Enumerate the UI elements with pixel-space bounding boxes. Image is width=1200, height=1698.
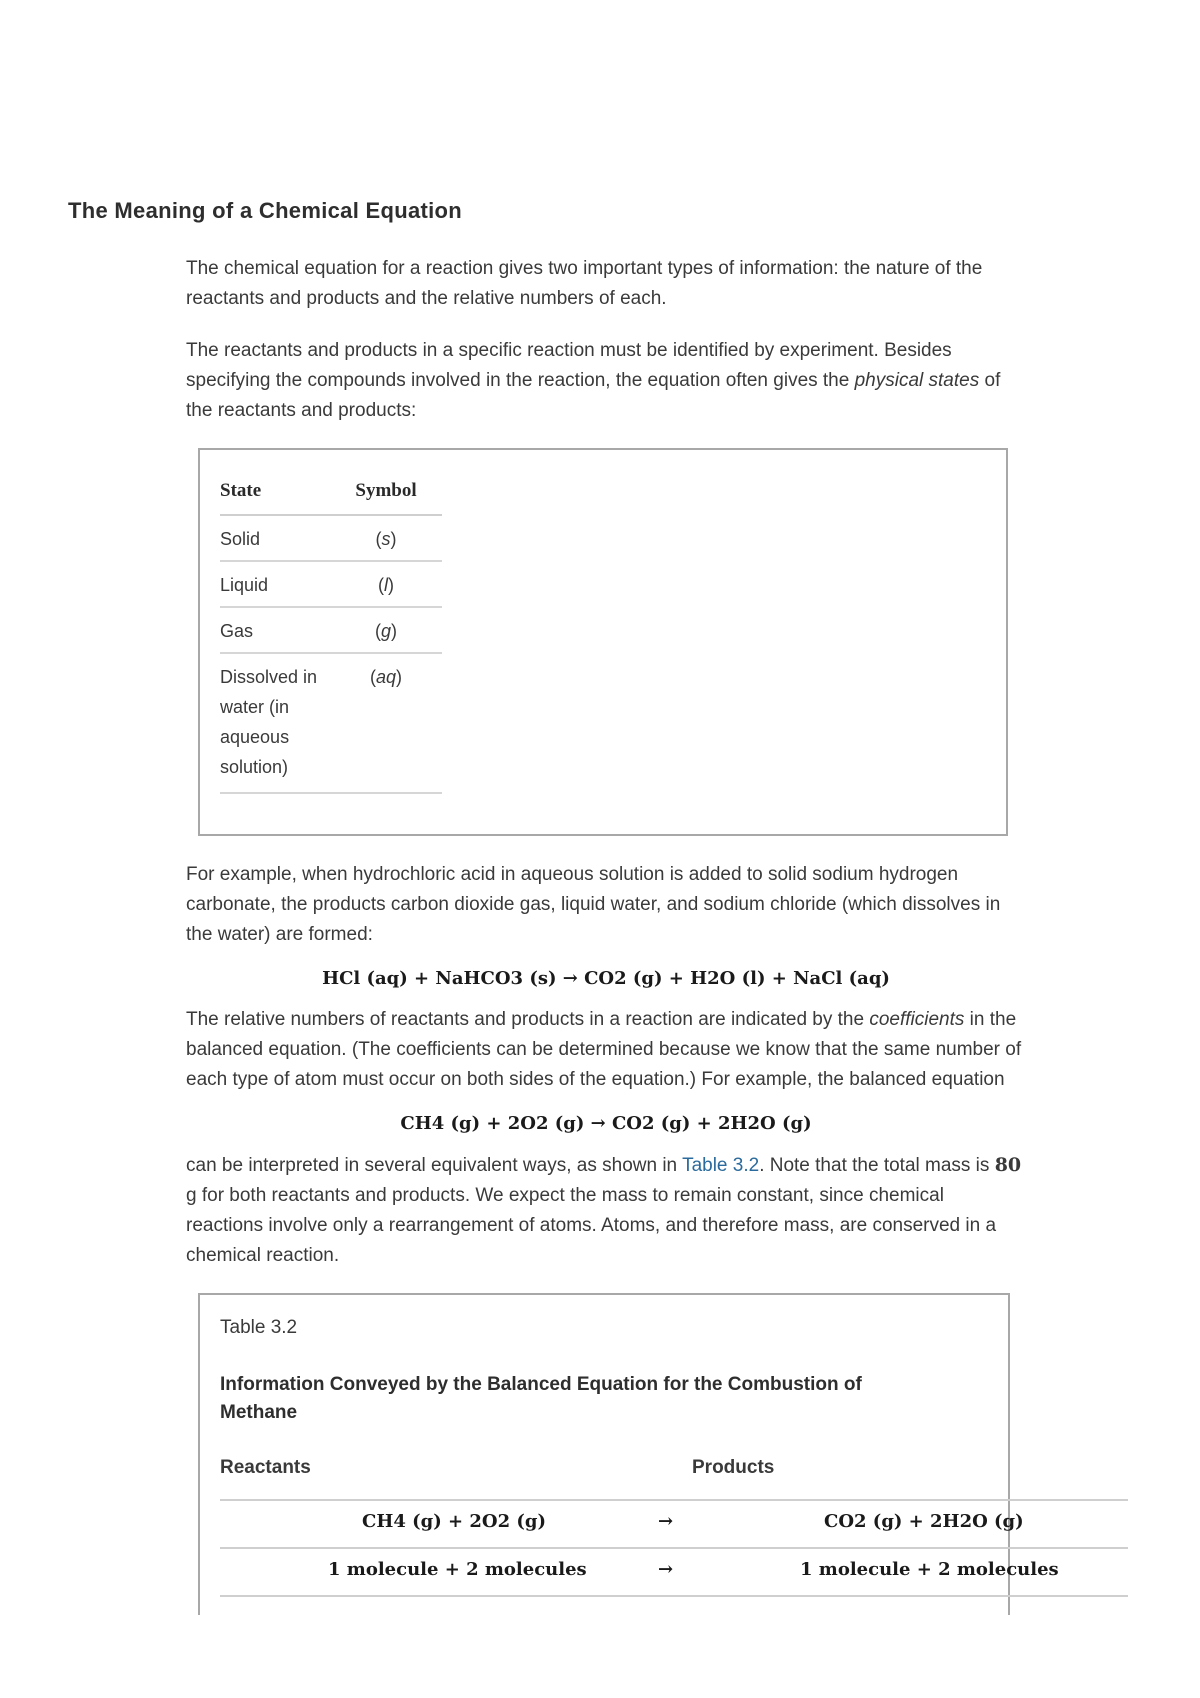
state-symbol-box (198, 448, 1008, 836)
states-text-b: of the reactants and products: (186, 370, 1001, 421)
symbol-cell: (g) (330, 607, 442, 653)
symbol-cell: (s) (330, 515, 442, 561)
products-cell: CO2 (g) + 2H2O (g) (824, 1511, 1024, 1532)
table-row (220, 561, 442, 607)
physical-states-emphasis: physical states (854, 370, 980, 391)
symbol-cell: (l) (330, 561, 442, 607)
table-title: Information Conveyed by the Balanced Equation for the Combustion of Methane (220, 1374, 862, 1423)
coeff-text-a: The relative numbers of reactants and products in a reaction are indicated by the (186, 1009, 870, 1030)
symbol-header: Symbol (330, 470, 442, 515)
mass-text-a: can be interpreted in several equivalent ways, as shown in (186, 1155, 683, 1176)
state-cell: Dissolved in water (in aqueous solution) (220, 653, 330, 793)
reactants-header: Reactants (220, 1457, 311, 1478)
mass-value: 80 (994, 1154, 1022, 1176)
equation-text: CH4 (g) + 2O2 (g) → CO2 (g) + 2H2O (g) (400, 1113, 812, 1134)
coeff-text-b: in the balanced equation. (The coefficients can be determined because we know that the same number of each type of atom must occur on both sides of the equation.) For example, the balanced equation (186, 1009, 1022, 1090)
table-row (220, 653, 442, 793)
table-row (220, 515, 442, 561)
intro-paragraph: The chemical equation for a reaction gives two important types of information: the nature of the reactants and products and the relative numbers of each. (186, 258, 983, 309)
state-cell: Gas (220, 607, 330, 653)
coefficients-emphasis: coefficients (869, 1009, 965, 1030)
mass-text-b: . Note that the total mass is (759, 1155, 995, 1176)
coefficients-paragraph (186, 1005, 1026, 1095)
reactants-cell: CH4 (g) + 2O2 (g) (362, 1511, 546, 1532)
arrow-cell: → (658, 1559, 674, 1580)
table-caption: Table 3.2 (220, 1317, 298, 1338)
table-3-2-box (198, 1293, 1059, 1615)
state-cell: Solid (220, 515, 330, 561)
arrow-cell: → (658, 1511, 674, 1532)
products-header: Products (692, 1457, 775, 1478)
symbol-cell: (aq) (330, 653, 442, 793)
table-row (220, 607, 442, 653)
state-header: State (220, 470, 330, 515)
page-title: The Meaning of a Chemical Equation (68, 198, 463, 223)
mass-paragraph (186, 1150, 1026, 1271)
states-text-a: The reactants and products in a specific reaction must be identified by experiment. Besides specifying the compounds involved in the reaction, the equation often gives the (186, 340, 952, 391)
states-paragraph (186, 336, 1026, 426)
main-content (186, 254, 1059, 1615)
table-row (220, 1499, 1128, 1547)
reactants-cell: 1 molecule + 2 molecules (328, 1559, 587, 1580)
table-3-2-link[interactable]: Table 3.2 (682, 1155, 760, 1176)
products-cell: 1 molecule + 2 molecules (800, 1559, 1059, 1580)
state-symbol-table (220, 470, 442, 794)
example-paragraph: For example, when hydrochloric acid in aqueous solution is added to solid sodium hydrogen carbonate, the products carbon dioxide gas, liquid water, and sodium chloride (which dissolves in the water) are formed: (186, 864, 1001, 945)
equation-methane-combustion (186, 1113, 1026, 1134)
table-row (220, 1547, 1128, 1597)
equation-text: HCl (aq) + NaHCO3 (s) → CO2 (g) + H2O (l) + NaCl (aq) (322, 968, 890, 989)
mass-text-c: g for both reactants and products. We expect the mass to remain constant, since chemical reactions involve only a rearrangement of atoms. Atoms, and therefore mass, are conserved in a chemical reaction. (186, 1185, 997, 1266)
state-cell: Liquid (220, 561, 330, 607)
equation-hcl-nahco3 (186, 968, 1026, 989)
